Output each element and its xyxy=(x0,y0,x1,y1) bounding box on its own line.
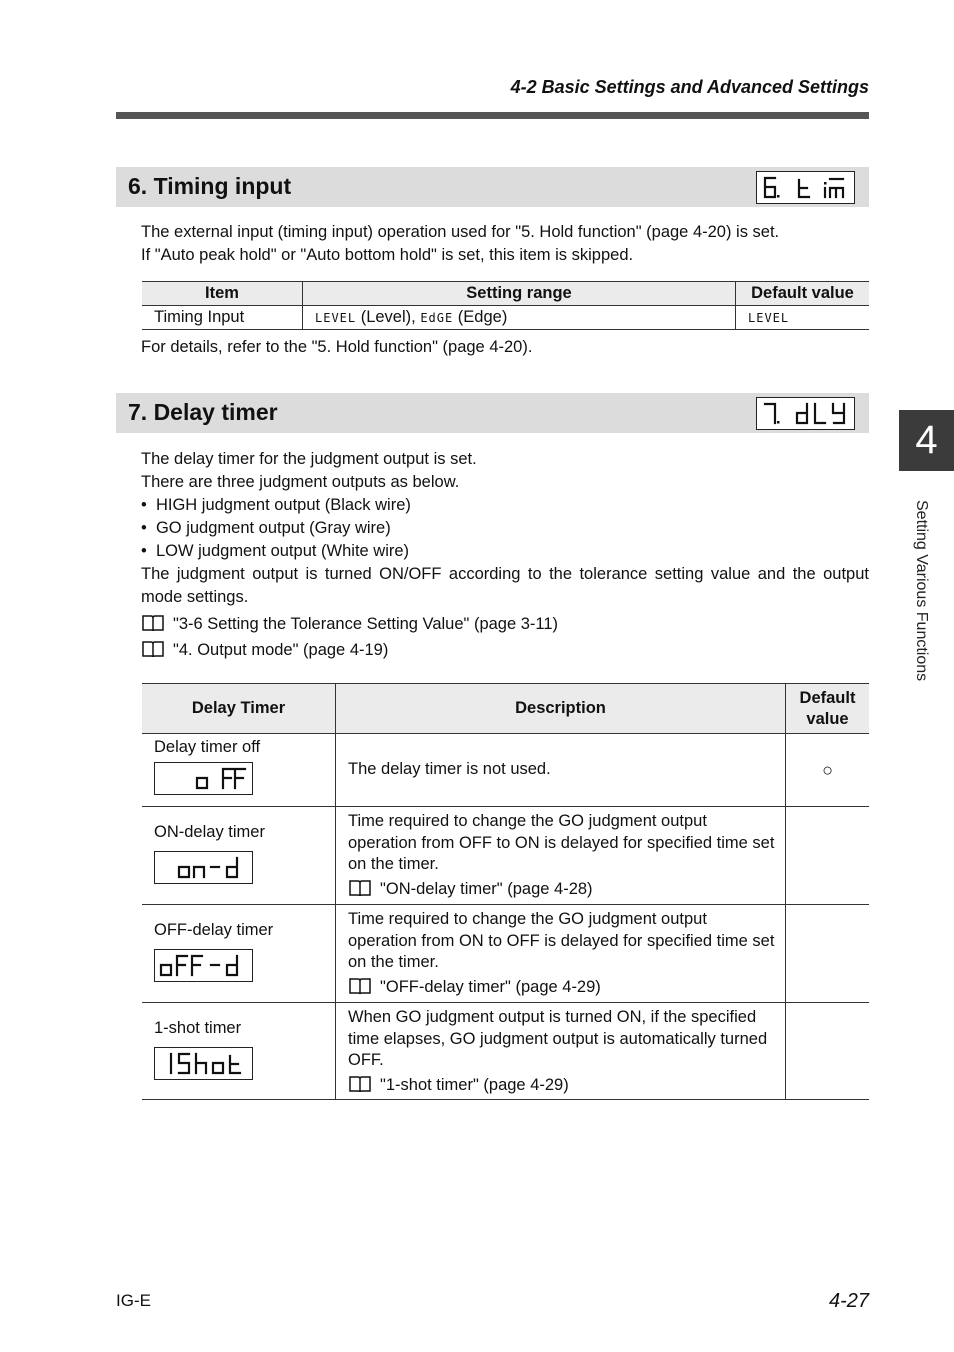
section-7-intro-line-1: The delay timer for the judgment output is set. xyxy=(141,450,477,468)
section-6-intro-line-2: If "Auto peak hold" or "Auto bottom hold" is set, this item is skipped. xyxy=(141,246,634,264)
timing-input-default: LEVEL xyxy=(736,306,870,330)
timer-name-cell xyxy=(142,1003,336,1100)
list-item: • GO judgment output (Gray wire) xyxy=(141,519,391,537)
table-header-default-value: Default value xyxy=(736,282,870,306)
timer-desc: When GO judgment output is turned ON, if the specified time elapses, GO judgment output is automatically turned OFF. xyxy=(348,1008,768,1069)
default-mark: ○ xyxy=(786,734,870,807)
timer-desc-cell xyxy=(336,807,786,905)
section-6-note: For details, refer to the "5. Hold function" (page 4-20). xyxy=(141,338,533,356)
section-6-intro-line-1: The external input (timing input) operation used for "5. Hold function" (page 4-20) is set. xyxy=(141,223,780,241)
table-header-item: Item xyxy=(142,282,303,306)
lcd-level-code: LEVEL xyxy=(315,311,357,325)
table-row xyxy=(142,1003,869,1100)
section-7-intro-line-2: There are three judgment outputs as below. xyxy=(141,473,460,491)
timer-name-cell xyxy=(142,807,336,905)
section-6-title: 6. Timing input xyxy=(128,173,292,199)
chapter-tab: 4 xyxy=(899,410,954,471)
table-header-default: Default value xyxy=(786,684,870,734)
header-rule xyxy=(116,112,869,119)
default-mark xyxy=(786,807,870,905)
section-7-bar xyxy=(116,393,869,433)
chapter-side-label: Setting Various Functions xyxy=(913,500,930,682)
table-header-delay-timer: Delay Timer xyxy=(142,684,336,734)
list-item: • HIGH judgment output (Black wire) xyxy=(141,496,411,514)
default-mark xyxy=(786,905,870,1003)
timer-name: ON-delay timer xyxy=(154,823,265,841)
timer-name: 1-shot timer xyxy=(154,1019,242,1037)
section-7-refs xyxy=(141,611,558,663)
ref-link[interactable]: "OFF-delay timer" (page 4-29) xyxy=(348,977,775,999)
ref-link[interactable]: "1-shot timer" (page 4-29) xyxy=(348,1075,775,1097)
table-row xyxy=(142,734,869,807)
timing-input-item: Timing Input xyxy=(142,306,303,330)
book-icon xyxy=(141,640,165,658)
book-icon xyxy=(141,614,165,632)
table-header-description: Description xyxy=(336,684,786,734)
section-7-title: 7. Delay timer xyxy=(128,399,278,425)
timing-input-range xyxy=(303,306,736,330)
default-mark xyxy=(786,1003,870,1100)
timer-desc: The delay timer is not used. xyxy=(336,734,786,807)
section-7-paragraph: The judgment output is turned ON/OFF according to the tolerance setting value and the output mode settings. xyxy=(141,565,869,606)
ref-link[interactable]: "3-6 Setting the Tolerance Setting Value" (page 3-11) xyxy=(141,611,558,637)
table-row xyxy=(142,807,869,905)
lcd-edge-code: EdGE xyxy=(420,311,454,325)
delay-timer-table xyxy=(142,683,869,1100)
book-icon xyxy=(348,1075,372,1093)
lcd-7-dly-icon xyxy=(756,397,855,430)
edge-label: (Edge) xyxy=(453,308,508,326)
timer-name: OFF-delay timer xyxy=(154,921,274,939)
timer-desc: Time required to change the GO judgment output operation from OFF to ON is delayed for specified time set on the timer. xyxy=(348,812,775,873)
lcd-on-d-icon xyxy=(154,851,253,884)
timer-desc-cell xyxy=(336,1003,786,1100)
timer-name: Delay timer off xyxy=(154,738,261,756)
timer-name-cell xyxy=(142,734,336,807)
footer-manual-code: IG-E xyxy=(116,1291,151,1310)
timer-desc: Time required to change the GO judgment output operation from ON to OFF is delayed for specified time set on the timer. xyxy=(348,910,775,971)
table-row xyxy=(142,306,869,330)
lcd-off-d-icon xyxy=(154,949,253,982)
timer-name-cell xyxy=(142,905,336,1003)
book-icon xyxy=(348,977,372,995)
lcd-1shot-icon xyxy=(154,1047,253,1080)
list-item: • LOW judgment output (White wire) xyxy=(141,542,410,560)
ref-link[interactable]: "ON-delay timer" (page 4-28) xyxy=(348,879,775,901)
book-icon xyxy=(348,879,372,897)
timer-desc-cell xyxy=(336,905,786,1003)
header-title: 4-2 Basic Settings and Advanced Settings xyxy=(510,77,869,97)
section-6-bar xyxy=(116,167,869,207)
lcd-off-icon xyxy=(154,762,253,795)
level-label: (Level), xyxy=(356,308,421,326)
timing-input-table xyxy=(142,281,869,330)
lcd-6-tin-icon xyxy=(756,171,855,204)
ref-link[interactable]: "4. Output mode" (page 4-19) xyxy=(141,637,558,663)
section-6-intro xyxy=(141,221,779,267)
section-7-intro xyxy=(141,448,869,609)
table-row xyxy=(142,905,869,1003)
table-header-setting-range: Setting range xyxy=(303,282,736,306)
footer-page-number: 4-27 xyxy=(828,1290,869,1312)
